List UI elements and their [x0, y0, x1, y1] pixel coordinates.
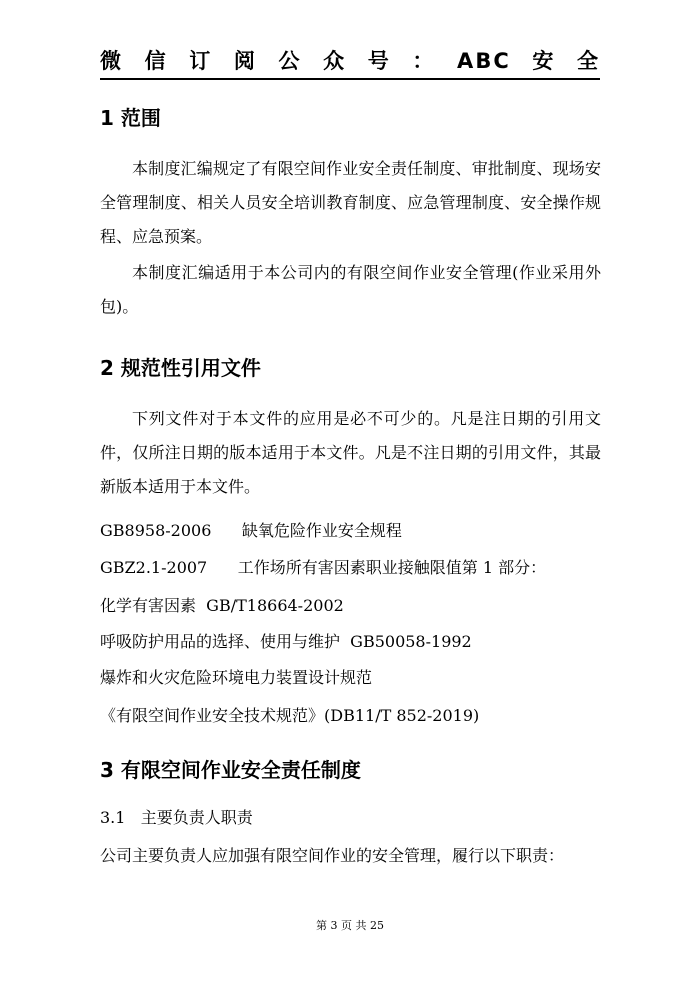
subsection-3-1-heading: 3.1 主要负责人职责	[100, 808, 253, 827]
section-2-heading: 2 规范性引用文件	[100, 356, 261, 380]
reference-item: 《有限空间作业安全技术规范》(DB11/T 852-2019)	[100, 706, 480, 725]
section-1-paragraph-1: 本制度汇编规定了有限空间作业安全责任制度、审批制度、现场安全管理制度、相关人员安全培训教育制度、应急管理制度、安全操作规程、应急预案。	[100, 159, 601, 246]
section-2-paragraph-1: 下列文件对于本文件的应用是必不可少的。凡是注日期的引用文件，仅所注日期的版本适用于本文件。凡是不注日期的引用文件，其最新版本适用于本文件。	[100, 409, 601, 496]
section-3-heading: 3 有限空间作业安全责任制度	[100, 758, 361, 782]
section-3-paragraph-1: 公司主要负责人应加强有限空间作业的安全管理，履行以下职责：	[100, 846, 565, 865]
page-footer: 第 3 页 共 25	[316, 919, 384, 932]
reference-item: 化学有害因素 GB/T18664-2002	[100, 596, 344, 615]
section-1-heading: 1 范围	[100, 106, 161, 130]
reference-item: 爆炸和火灾危险环境电力装置设计规范	[100, 668, 373, 687]
page-header: 微信订阅公众号：ABC安全	[100, 44, 600, 80]
reference-item: GB8958-2006 缺氧危险作业安全规程	[100, 521, 402, 540]
section-1-paragraph-2: 本制度汇编适用于本公司内的有限空间作业安全管理(作业采用外包)。	[100, 263, 601, 316]
reference-item: GBZ2.1-2007 工作场所有害因素职业接触限值第 1 部分：	[100, 558, 547, 577]
reference-item: 呼吸防护用品的选择、使用与维护 GB50058-1992	[100, 632, 472, 651]
